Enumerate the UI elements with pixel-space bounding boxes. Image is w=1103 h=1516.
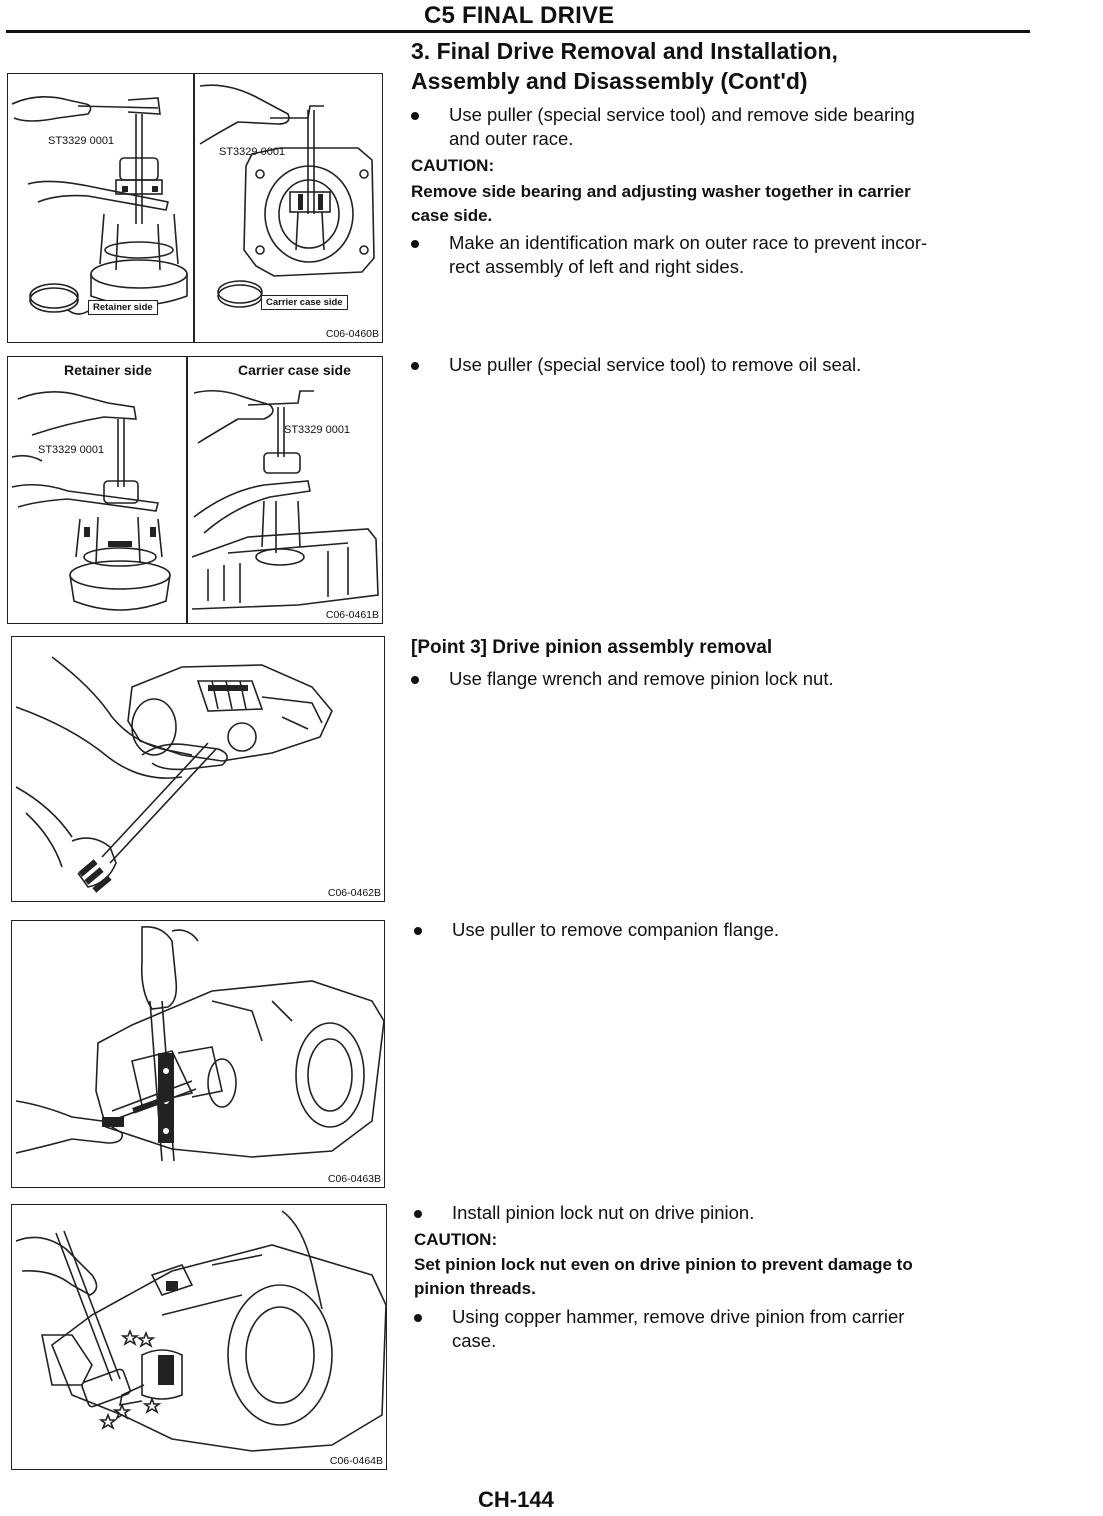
pinion-lock-nut-illustration (12, 637, 384, 901)
chapter-title: C5 FINAL DRIVE (424, 2, 615, 29)
carrier-case-side-label: Carrier case side (261, 295, 348, 310)
figure-oil-seal-puller (7, 356, 383, 624)
tool-number-label: ST3329 0001 (48, 135, 115, 147)
page-number: CH-144 (478, 1487, 554, 1512)
bullet-dot (414, 1314, 422, 1322)
tool-number-label: ST3329 0001 (284, 424, 351, 436)
caution-line: Remove side bearing and adjusting washer together in carrier (411, 182, 911, 201)
caution-line: Set pinion lock nut even on drive pinion to prevent damage to (414, 1255, 913, 1274)
figure-pinion-lock-nut (11, 636, 385, 902)
caution-text (411, 180, 1051, 228)
figure-companion-flange-puller (11, 920, 385, 1188)
tool-number-label: ST3329 0001 (38, 444, 105, 456)
bullet-text: Use flange wrench and remove pinion lock nut. (449, 668, 834, 689)
bullet-text: Use puller (special service tool) to remove oil seal. (449, 354, 862, 375)
section-title-line1: 3. Final Drive Removal and Installation, (411, 38, 838, 64)
bullet-text-line: case. (452, 1330, 497, 1351)
subheading-point-3: [Point 3] Drive pinion assembly removal (411, 637, 773, 658)
bullet-text-line: Use puller (special service tool) and remove side bearing (449, 104, 915, 125)
caution-heading: CAUTION: (414, 1230, 498, 1249)
bullet-text-line: Using copper hammer, remove drive pinion from carrier (452, 1306, 905, 1327)
bullet-text: Use puller to remove companion flange. (452, 919, 780, 940)
bullet-text-line: and outer race. (449, 128, 574, 149)
header-rule (6, 30, 1030, 33)
caution-line: pinion threads. (414, 1279, 536, 1298)
panel-label-retainer-side: Retainer side (64, 362, 152, 378)
figure-code: C06-0461B (325, 609, 379, 621)
figure-side-bearing-puller (7, 73, 383, 343)
caution-line: case side. (411, 206, 493, 225)
panel-label-carrier-case-side: Carrier case side (238, 362, 351, 378)
figure-code: C06-0463B (327, 1173, 381, 1185)
bullet-text-line: Make an identification mark on outer race to prevent incor- (449, 232, 928, 253)
bullet-dot (414, 1210, 422, 1218)
oil-seal-puller-illustration (8, 357, 382, 623)
retainer-side-label: Retainer side (88, 300, 158, 315)
figure-drive-pinion-hammer (11, 1204, 387, 1470)
figure-code: C06-0462B (327, 887, 381, 899)
section-title (411, 36, 838, 96)
companion-flange-puller-illustration (12, 921, 384, 1187)
drive-pinion-hammer-illustration (12, 1205, 386, 1469)
bullet-dot (411, 676, 419, 684)
bullet-dot (411, 240, 419, 248)
bullet-dot (414, 927, 422, 935)
caution-text (414, 1253, 1054, 1301)
bullet-dot (411, 362, 419, 370)
section-title-line2: Assembly and Disassembly (Cont'd) (411, 68, 808, 94)
bullet-text-line: rect assembly of left and right sides. (449, 256, 745, 277)
bullet-text: Install pinion lock nut on drive pinion. (452, 1202, 755, 1223)
tool-number-label: ST3329 0001 (219, 146, 286, 158)
bullet-dot (411, 112, 419, 120)
caution-heading: CAUTION: (411, 156, 495, 175)
figure-code: C06-0464B (329, 1455, 383, 1467)
figure-code: C06-0460B (325, 328, 379, 340)
